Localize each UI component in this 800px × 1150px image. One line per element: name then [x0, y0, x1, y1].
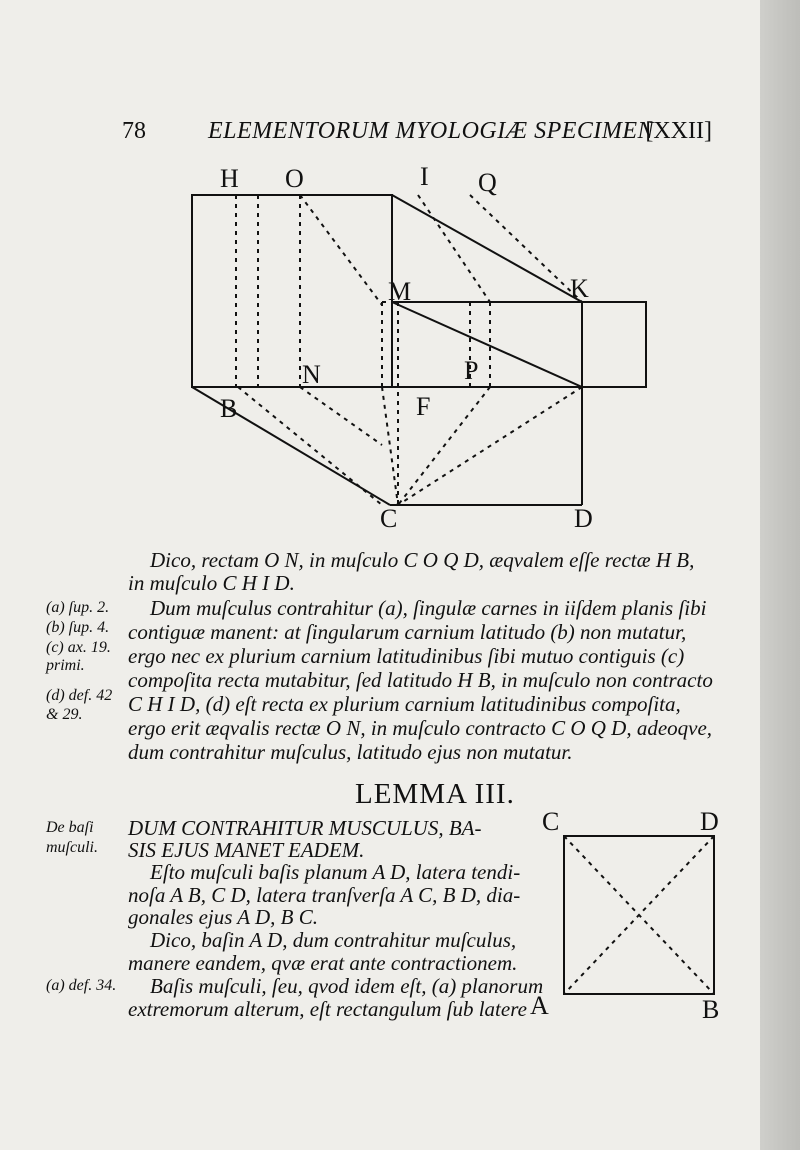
- label-Q: Q: [478, 168, 497, 197]
- lemma-line-4: noſa A B, C D, latera tranſverſa A C, B D, dia-: [128, 883, 521, 907]
- section-number: [XXII]: [645, 118, 712, 144]
- running-title: ELEMENTORUM MYOLOGIÆ SPECIMEN: [208, 118, 655, 144]
- label-P: P: [464, 356, 479, 385]
- body-line-7: C H I D, (d) eſt recta ex plurium carnium latitudinibus compoſita,: [128, 692, 681, 716]
- label-I: I: [420, 165, 429, 191]
- margin-note-musculi: muſculi.: [46, 839, 98, 856]
- lemma-line-3: Eſto muſculi baſis planum A D, latera tendi-: [150, 860, 521, 884]
- label-C: C: [380, 504, 398, 533]
- margin-note-d: (d) def. 42: [46, 687, 113, 704]
- label2-A: A: [530, 991, 549, 1020]
- margin-note-d2: & 29.: [46, 706, 83, 723]
- label-O: O: [285, 165, 304, 193]
- label-F: F: [416, 392, 431, 421]
- label-K: K: [570, 274, 589, 303]
- label-H: H: [220, 165, 239, 193]
- body-line-4: contiguæ manent: at ſingularum carnium latitudo (b) non mutatur,: [128, 620, 687, 644]
- label2-D: D: [700, 810, 719, 836]
- lemma-line-2: SIS EJUS MANET EADEM.: [128, 838, 365, 862]
- lemma-line-1: DUM CONTRAHITUR MUSCULUS, BA-: [128, 816, 482, 840]
- page-header: [122, 118, 712, 154]
- lemma-line-7: manere eandem, qvæ erat ante contractionem.: [128, 951, 518, 975]
- label-D: D: [574, 504, 593, 533]
- body-line-2: in muſculo C H I D.: [128, 571, 295, 595]
- lemma-line-8: Baſis muſculi, ſeu, qvod idem eſt, (a) planorum: [150, 974, 544, 998]
- body-line-9: dum contrahitur muſculus, latitudo ejus non mutatur.: [128, 740, 573, 764]
- label-M: M: [388, 277, 412, 306]
- body-line-1: Dico, rectam O N, in muſculo C O Q D, æqvalem eſſe rectæ H B,: [150, 548, 695, 572]
- body-line-6: compoſita recta mutabitur, ſed latitudo H B, in muſculo non contracto: [128, 668, 713, 692]
- lemma-line-6: Dico, baſin A D, dum contrahitur muſculus,: [150, 928, 517, 952]
- margin-note-a: (a) ſup. 2.: [46, 599, 110, 616]
- margin-note-c: (c) ax. 19.: [46, 639, 111, 656]
- body-line-3: Dum muſculus contrahitur (a), ſingulæ carnes in iiſdem planis ſibi: [150, 596, 707, 620]
- label-N: N: [302, 360, 321, 389]
- page-number: 78: [122, 118, 146, 144]
- label2-B: B: [702, 995, 720, 1024]
- label2-C: C: [542, 810, 560, 836]
- muscle-diagram: [170, 165, 670, 545]
- front-face: [192, 195, 392, 387]
- label-B: B: [220, 394, 238, 423]
- lemma-line-9: extremorum alterum, eſt rectangulum ſub latere: [128, 997, 527, 1021]
- margin-note-def34: (a) def. 34.: [46, 977, 117, 994]
- diagonal-da: [564, 836, 714, 994]
- base-rectangle-diagram: [530, 810, 730, 1025]
- lemma-heading: LEMMA III.: [355, 778, 515, 810]
- body-line-5: ergo nec ex plurium carnium latitudinibus ſibi mutuo contiguis (c): [128, 644, 685, 668]
- margin-note-c2: primi.: [46, 657, 85, 674]
- margin-note-b: (b) ſup. 4.: [46, 619, 110, 636]
- margin-note-de-basi: De baſi: [46, 819, 94, 836]
- body-line-8: ergo erit æqvalis rectæ O N, in muſculo contracto C O Q D, adeoqve,: [128, 716, 713, 740]
- page-gutter: [760, 0, 800, 1150]
- back-box: [392, 302, 646, 387]
- lemma-line-5: gonales ejus A D, B C.: [128, 905, 318, 929]
